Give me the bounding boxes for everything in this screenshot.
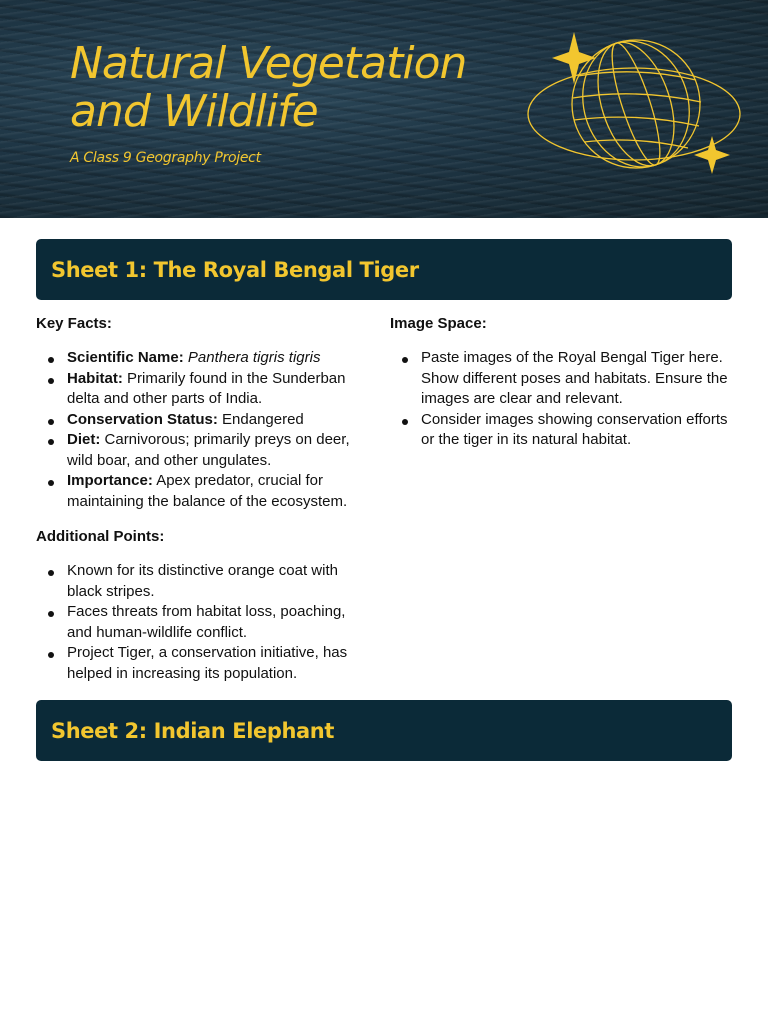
key-facts-list bbox=[36, 348, 366, 512]
fact-value: Panthera tigris tigris bbox=[187, 349, 321, 366]
title-banner bbox=[0, 0, 768, 218]
globe-with-sparkles-icon bbox=[526, 28, 748, 180]
list-item bbox=[36, 410, 366, 431]
list-item: Known for its distinctive orange coat with black stripes. bbox=[36, 561, 366, 602]
list-item: Consider images showing conservation efforts or the tiger in its natural habitat. bbox=[390, 410, 730, 451]
key-facts-section bbox=[36, 314, 366, 684]
list-item bbox=[36, 471, 366, 512]
fact-value: Primarily found in the Sunderban delta and other parts of India. bbox=[67, 369, 346, 407]
list-item bbox=[36, 348, 366, 369]
additional-points-list bbox=[36, 561, 366, 684]
document-title: Natural Vegetation and Wildlife bbox=[70, 38, 467, 137]
image-space-section bbox=[390, 314, 730, 451]
list-item: Paste images of the Royal Bengal Tiger here. Show different poses and habitats. Ensure the images are clear and relevant. bbox=[390, 348, 730, 410]
list-item: Faces threats from habitat loss, poaching, and human-wildlife conflict. bbox=[36, 602, 366, 643]
document-subtitle: A Class 9 Geography Project bbox=[70, 150, 261, 166]
image-space-heading: Image Space: bbox=[390, 315, 487, 332]
fact-label: Conservation Status: bbox=[67, 410, 218, 428]
additional-points-heading: Additional Points: bbox=[36, 528, 165, 545]
fact-value: Apex predator, crucial for maintaining the balance of the ecosystem. bbox=[67, 472, 348, 510]
fact-label: Scientific Name: bbox=[67, 349, 184, 366]
fact-value: Carnivorous; primarily preys on deer, wild boar, and other ungulates. bbox=[67, 431, 350, 469]
key-facts-heading: Key Facts: bbox=[36, 315, 112, 332]
fact-label: Habitat: bbox=[67, 369, 123, 387]
sheet2-title: Sheet 2: Indian Elephant bbox=[51, 718, 334, 743]
list-item bbox=[36, 369, 366, 410]
sheet1-title: Sheet 1: The Royal Bengal Tiger bbox=[51, 257, 419, 282]
image-space-list bbox=[390, 348, 730, 451]
fact-label: Diet: bbox=[67, 431, 101, 448]
fact-value: Endangered bbox=[222, 410, 304, 428]
list-item: Project Tiger, a conservation initiative, has helped in increasing its population. bbox=[36, 643, 366, 684]
sheet2-header-bar bbox=[36, 700, 732, 761]
sheet1-header-bar bbox=[36, 239, 732, 300]
fact-label: Importance: bbox=[67, 472, 153, 489]
list-item bbox=[36, 430, 366, 471]
